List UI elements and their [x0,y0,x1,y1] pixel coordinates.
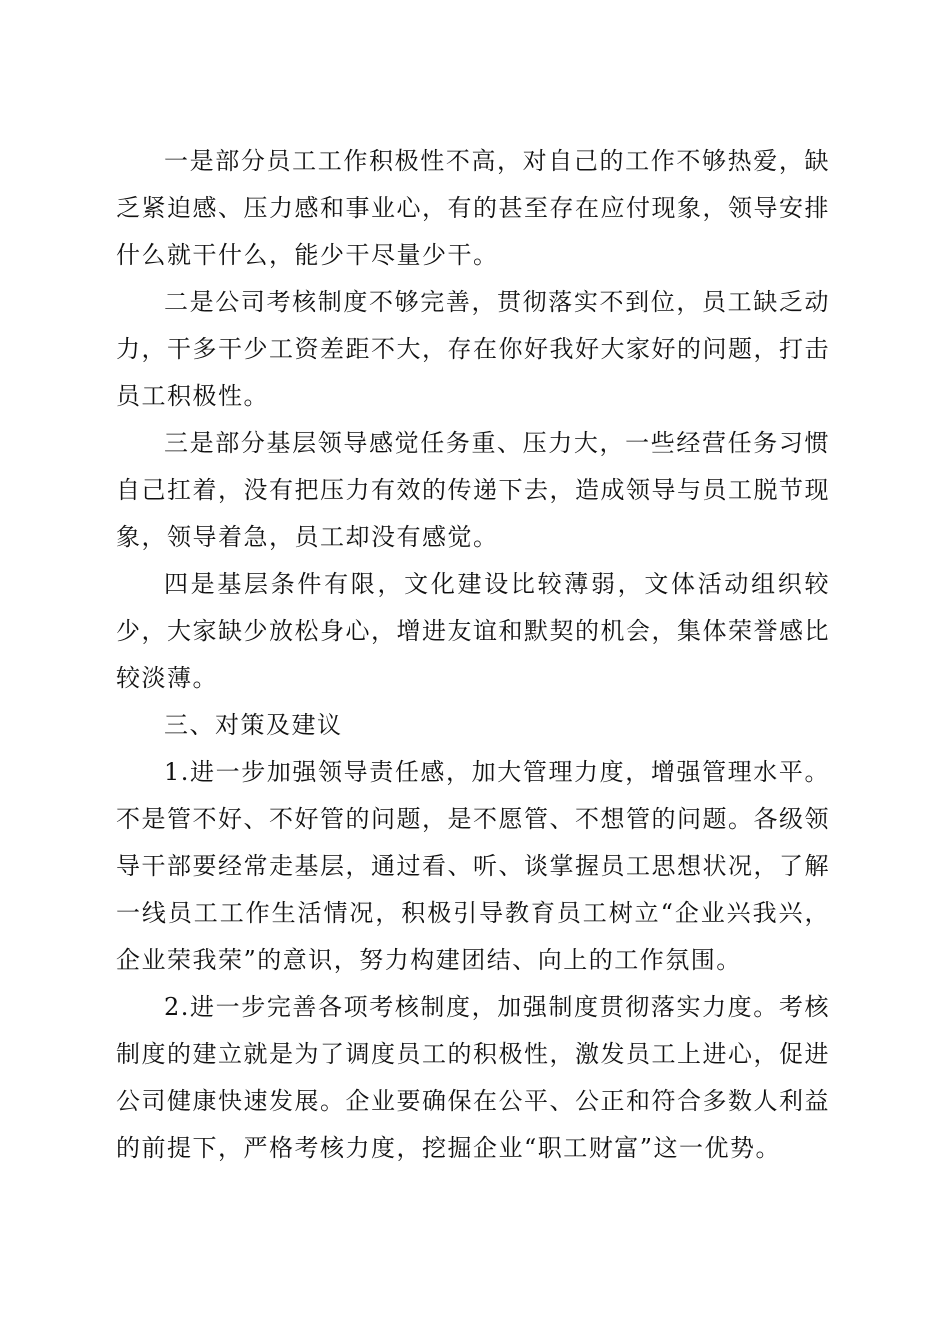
problem-paragraph-3: 三是部分基层领导感觉任务重、压力大，一些经营任务习惯自己扛着，没有把压力有效的传递下去，造成领导与员工脱节现象，领导着急，员工却没有感觉。 [116,429,830,551]
problem-paragraph-1: 一是部分员工工作积极性不高，对自己的工作不够热爱，缺乏紧迫感、压力感和事业心，有的甚至存在应付现象，领导安排什么就干什么，能少干尽量少干。 [116,147,830,269]
problem-paragraph-2: 二是公司考核制度不够完善，贯彻落实不到位，员工缺乏动力，干多干少工资差距不大，存在你好我好大家好的问题，打击员工积极性。 [116,288,830,410]
section-heading: 三、对策及建议 [164,711,343,739]
document-page [116,138,830,1172]
problem-paragraph-4: 四是基层条件有限，文化建设比较薄弱，文体活动组织较少，大家缺少放松身心，增进友谊和默契的机会，集体荣誉感比较淡薄。 [116,570,830,692]
suggestion-paragraph-2: 2.进一步完善各项考核制度，加强制度贯彻落实力度。考核制度的建立就是为了调度员工的积极性，激发员工上进心，促进公司健康快速发展。企业要确保在公平、公正和符合多数人利益的前提下，严格考核力度，挖掘企业“职工财富”这一优势。 [116,993,830,1162]
suggestion-paragraph-1: 1.进一步加强领导责任感，加大管理力度，增强管理水平。不是管不好、不好管的问题，是不愿管、不想管的问题。各级领导干部要经常走基层，通过看、听、谈掌握员工思想状况，了解一线员工工作生活情况，积极引导教育员工树立“企业兴我兴，企业荣我荣”的意识，努力构建团结、向上的工作氛围。 [116,758,830,974]
